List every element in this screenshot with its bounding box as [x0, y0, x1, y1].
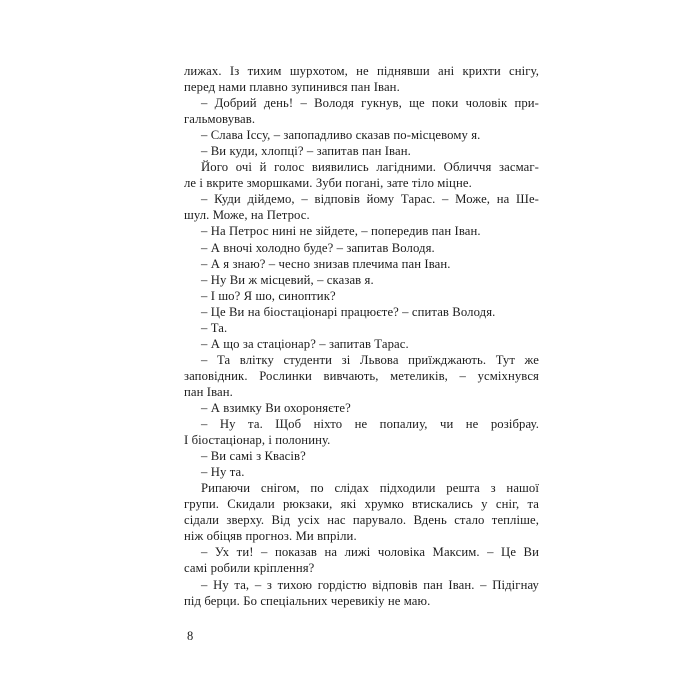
text-line: самі робили кріплення? — [184, 561, 315, 576]
text-line: групи. Скидали рюкзаки, які хрумко втискались у сніг, та — [184, 497, 539, 512]
text-line: – А що за стаціонар? – запитав Тарас. — [201, 336, 409, 351]
text-line: – Куди дійдемо, – відповів йому Тарас. – Може, на Ше- — [201, 192, 539, 207]
text-line: – Та влітку студенти зі Львова приїжджають. Тут же — [201, 352, 539, 367]
text-line: – Добрий день! – Володя гукнув, ще поки чоловік при- — [201, 96, 539, 111]
text-line: – А вночі холодно буде? – запитав Володя. — [201, 240, 435, 255]
text-line: – На Петрос нині не зійдете, – попередив пан Іван. — [201, 224, 481, 239]
text-line: перед нами плавно зупинився пан Іван. — [184, 80, 400, 95]
text-line: ле і вкрите зморшками. Зуби погані, зате тіло міцне. — [184, 176, 472, 191]
text-line: – Ух ти! – показав на лижі чоловіка Максим. – Це Ви — [201, 545, 539, 560]
text-line: заповідник. Рослинки вивчають, метеликів, – усміхнувся — [184, 368, 539, 383]
text-line: – А взимку Ви охороняєте? — [201, 400, 351, 415]
text-line: – Це Ви на біостаціонарі працюєте? – спитав Володя. — [201, 304, 496, 319]
text-line: – І шо? Я шо, синоптик? — [201, 288, 336, 303]
text-line: Рипаючи снігом, по слідах підходили решта з нашої — [201, 481, 539, 496]
page-number: 8 — [187, 629, 194, 643]
text-line: – Ви куди, хлопці? – запитав пан Іван. — [201, 144, 411, 159]
text-line: І біостаціонар, і полонину. — [184, 433, 331, 448]
text-line: – Слава Іссу, – запопадливо сказав по-місцевому я. — [201, 128, 481, 143]
text-line: ніж обіцяв прогноз. Ми впріли. — [184, 529, 357, 544]
text-line: сідали зверху. Від усіх нас парувало. Вдень стало тепліше, — [184, 513, 539, 528]
text-line: – Та. — [201, 320, 228, 335]
text-line: гальмовував. — [184, 112, 256, 127]
text-block — [184, 63, 539, 609]
text-line: під берци. Бо спеціальних черевикіу не маю. — [184, 593, 431, 608]
text-line: – Ну та. — [201, 465, 245, 480]
text-line: Його очі й голос виявились лагідними. Обличчя засмаг- — [201, 160, 539, 175]
text-line: – Ну Ви ж місцевий, – сказав я. — [201, 272, 374, 287]
text-line: – Ви самі з Квасів? — [201, 449, 306, 464]
text-line: лижах. Із тихим шурхотом, не піднявши ані крихти снігу, — [184, 64, 539, 78]
text-line: шул. Може, на Петрос. — [184, 208, 310, 223]
text-line: – Ну та, – з тихою гордістю відповів пан Іван. – Підігнау — [201, 577, 539, 592]
text-line: пан Іван. — [184, 384, 233, 399]
text-line: – Ну та. Щоб ніхто не попалиу, чи не розібрау. — [201, 417, 539, 432]
text-line: – А я знаю? – чесно знизав плечима пан Іван. — [201, 256, 451, 271]
